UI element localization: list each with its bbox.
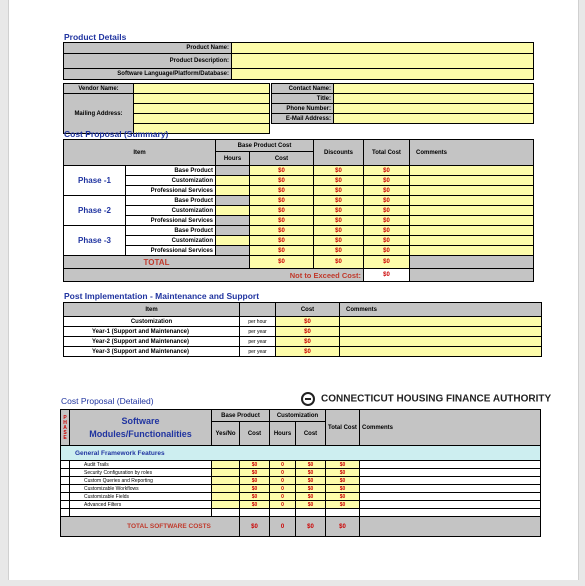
detailed-col-custom: Customization bbox=[270, 410, 326, 422]
detailed-custom-cost[interactable]: $0 bbox=[296, 477, 326, 485]
summary-comment-cell[interactable] bbox=[410, 176, 534, 186]
phone-field[interactable] bbox=[334, 104, 534, 114]
total-software-custom: $0 bbox=[296, 517, 326, 537]
summary-total-cell: $0 bbox=[364, 166, 410, 176]
summary-hours-cell[interactable] bbox=[216, 186, 250, 196]
summary-col-comments: Comments bbox=[410, 140, 534, 166]
detailed-row-item: Customizable Workflows bbox=[70, 485, 212, 493]
detailed-hours[interactable]: 0 bbox=[270, 493, 296, 501]
detailed-comment[interactable] bbox=[360, 477, 541, 485]
post-table bbox=[63, 302, 542, 357]
post-row-cost[interactable]: $0 bbox=[276, 327, 340, 337]
summary-title: Cost Proposal (Summary) bbox=[64, 129, 169, 139]
summary-cost-cell[interactable]: $0 bbox=[250, 226, 314, 236]
summary-total-cell: $0 bbox=[364, 216, 410, 226]
title-label: Title: bbox=[272, 94, 334, 104]
nte-blank bbox=[410, 269, 534, 282]
platform-field[interactable] bbox=[232, 69, 534, 80]
summary-total-blank bbox=[410, 256, 534, 269]
summary-cost-cell[interactable]: $0 bbox=[250, 196, 314, 206]
detailed-total: $0 bbox=[326, 485, 360, 493]
detailed-base-cost[interactable]: $0 bbox=[240, 493, 270, 501]
summary-comment-cell[interactable] bbox=[410, 236, 534, 246]
detailed-hours[interactable]: 0 bbox=[270, 469, 296, 477]
summary-total-cost: $0 bbox=[250, 256, 314, 269]
summary-row-item: Base Product bbox=[126, 196, 216, 206]
post-row-cost[interactable]: $0 bbox=[276, 317, 340, 327]
total-software-total: $0 bbox=[326, 517, 360, 537]
summary-total-cell: $0 bbox=[364, 206, 410, 216]
detailed-total: $0 bbox=[326, 493, 360, 501]
phase-2-label: Phase -2 bbox=[64, 196, 126, 226]
summary-total-disc: $0 bbox=[314, 256, 364, 269]
summary-col-hours: Hours bbox=[216, 152, 250, 166]
detailed-base-cost[interactable]: $0 bbox=[240, 501, 270, 509]
post-title: Post Implementation - Maintenance and Support bbox=[64, 291, 260, 301]
detailed-custom-cost[interactable] bbox=[296, 509, 326, 517]
summary-row-item: Professional Services bbox=[126, 216, 216, 226]
detailed-yesno-cell[interactable] bbox=[212, 501, 240, 509]
product-desc-label: Product Description: bbox=[64, 54, 232, 69]
summary-hours-cell[interactable] bbox=[216, 176, 250, 186]
total-software-base: $0 bbox=[240, 517, 270, 537]
summary-comment-cell[interactable] bbox=[410, 206, 534, 216]
detailed-total: $0 bbox=[326, 501, 360, 509]
detailed-row-item: Security Configuration by roles bbox=[70, 469, 212, 477]
detailed-col-comments: Comments bbox=[360, 410, 541, 446]
contact-name-label: Contact Name: bbox=[272, 84, 334, 94]
summary-row-item: Professional Services bbox=[126, 246, 216, 256]
summary-comment-cell[interactable] bbox=[410, 186, 534, 196]
detailed-yesno-cell[interactable] bbox=[212, 485, 240, 493]
post-row-unit: per hour bbox=[240, 317, 276, 327]
post-row-unit: per year bbox=[240, 327, 276, 337]
vendor-table bbox=[63, 83, 270, 134]
post-row-cost[interactable]: $0 bbox=[276, 337, 340, 347]
detailed-base-cost[interactable]: $0 bbox=[240, 485, 270, 493]
cfha-logo bbox=[301, 392, 551, 406]
detailed-comment[interactable] bbox=[360, 493, 541, 501]
phase-vertical-label: PHASE bbox=[61, 410, 70, 446]
detailed-custom-cost[interactable]: $0 bbox=[296, 469, 326, 477]
post-row-comment[interactable] bbox=[340, 327, 542, 337]
product-desc-field[interactable] bbox=[232, 54, 534, 69]
summary-table bbox=[63, 139, 534, 282]
cfha-logo-icon bbox=[301, 392, 315, 406]
detailed-table bbox=[60, 409, 541, 537]
detailed-hours[interactable]: 0 bbox=[270, 485, 296, 493]
detailed-comment[interactable] bbox=[360, 461, 541, 469]
detailed-total: $0 bbox=[326, 469, 360, 477]
summary-disc-cell[interactable]: $0 bbox=[314, 216, 364, 226]
detailed-phase-cell bbox=[61, 485, 70, 493]
post-row-item: Year-1 (Support and Maintenance) bbox=[64, 327, 240, 337]
summary-row-item: Base Product bbox=[126, 226, 216, 236]
summary-row-item: Customization bbox=[126, 236, 216, 246]
detailed-row-item: Custom Queries and Reporting bbox=[70, 477, 212, 485]
detailed-col-hours: Hours bbox=[270, 422, 296, 446]
email-field[interactable] bbox=[334, 114, 534, 124]
detailed-col-cost: Cost bbox=[240, 422, 270, 446]
detailed-row-item-empty bbox=[70, 509, 212, 517]
summary-hours-cell bbox=[216, 226, 250, 236]
summary-cost-cell[interactable]: $0 bbox=[250, 216, 314, 226]
detailed-row-item: Customizable Fields bbox=[70, 493, 212, 501]
detailed-custom-cost[interactable]: $0 bbox=[296, 461, 326, 469]
summary-disc-cell[interactable]: $0 bbox=[314, 246, 364, 256]
general-framework-header: General Framework Features bbox=[61, 446, 541, 461]
phase-1-label: Phase -1 bbox=[64, 166, 126, 196]
summary-row-item: Base Product bbox=[126, 166, 216, 176]
product-name-field[interactable] bbox=[232, 43, 534, 54]
post-col-comments: Comments bbox=[340, 303, 542, 317]
summary-total-cell: $0 bbox=[364, 186, 410, 196]
post-row-item: Customization bbox=[64, 317, 240, 327]
vendor-name-label: Vendor Name: bbox=[64, 84, 134, 94]
phase-3-label: Phase -3 bbox=[64, 226, 126, 256]
document-page bbox=[8, 0, 579, 580]
summary-cost-cell[interactable]: $0 bbox=[250, 176, 314, 186]
summary-col-total: Total Cost bbox=[364, 140, 410, 166]
detailed-phase-cell bbox=[61, 509, 70, 517]
detailed-phase-cell bbox=[61, 469, 70, 477]
detailed-phase-cell bbox=[61, 501, 70, 509]
summary-total-cell: $0 bbox=[364, 236, 410, 246]
detailed-yesno-cell[interactable] bbox=[212, 469, 240, 477]
phone-label: Phone Number: bbox=[272, 104, 334, 114]
summary-row-item: Professional Services bbox=[126, 186, 216, 196]
summary-disc-cell[interactable]: $0 bbox=[314, 226, 364, 236]
summary-total-cell: $0 bbox=[364, 246, 410, 256]
summary-disc-cell[interactable]: $0 bbox=[314, 196, 364, 206]
summary-row-item: Customization bbox=[126, 206, 216, 216]
detailed-row-item: Advanced Filters bbox=[70, 501, 212, 509]
summary-total-cell: $0 bbox=[364, 226, 410, 236]
total-software-blank bbox=[360, 517, 541, 537]
detailed-phase-cell bbox=[61, 461, 70, 469]
summary-cost-cell[interactable]: $0 bbox=[250, 206, 314, 216]
summary-col-base: Base Product Cost bbox=[216, 140, 314, 152]
summary-disc-cell[interactable]: $0 bbox=[314, 176, 364, 186]
nte-value: $0 bbox=[364, 269, 410, 282]
detailed-col-base: Base Product bbox=[212, 410, 270, 422]
detailed-comment[interactable] bbox=[360, 501, 541, 509]
detailed-base-cost[interactable]: $0 bbox=[240, 477, 270, 485]
summary-hours-cell bbox=[216, 216, 250, 226]
detailed-title: Cost Proposal (Detailed) bbox=[61, 396, 154, 406]
detailed-total: $0 bbox=[326, 477, 360, 485]
nte-label: Not to Exceed Cost: bbox=[64, 269, 364, 282]
vendor-name-field[interactable] bbox=[134, 84, 270, 94]
summary-cost-cell[interactable]: $0 bbox=[250, 246, 314, 256]
detailed-yesno-cell[interactable] bbox=[212, 461, 240, 469]
modules-label: Software Modules/Functionalities bbox=[70, 410, 212, 446]
detailed-phase-cell bbox=[61, 493, 70, 501]
contact-name-field[interactable] bbox=[334, 84, 534, 94]
detailed-base-cost[interactable]: $0 bbox=[240, 461, 270, 469]
post-row-item: Year-2 (Support and Maintenance) bbox=[64, 337, 240, 347]
summary-total-total: $0 bbox=[364, 256, 410, 269]
mailing-address-label: Mailing Address: bbox=[64, 94, 134, 134]
detailed-phase-cell bbox=[61, 477, 70, 485]
summary-hours-cell bbox=[216, 166, 250, 176]
total-software-hours: 0 bbox=[270, 517, 296, 537]
detailed-base-cost[interactable] bbox=[240, 509, 270, 517]
detailed-comment[interactable] bbox=[360, 509, 541, 517]
detailed-custom-cost[interactable]: $0 bbox=[296, 501, 326, 509]
summary-row-item: Customization bbox=[126, 176, 216, 186]
post-row-item: Year-3 (Support and Maintenance) bbox=[64, 347, 240, 357]
detailed-col-total: Total Cost bbox=[326, 410, 360, 446]
summary-disc-cell[interactable]: $0 bbox=[314, 186, 364, 196]
detailed-col-yesno: Yes/No bbox=[212, 422, 240, 446]
summary-cost-cell[interactable]: $0 bbox=[250, 166, 314, 176]
summary-col-cost: Cost bbox=[250, 152, 314, 166]
summary-comment-cell[interactable] bbox=[410, 226, 534, 236]
post-col-unit bbox=[240, 303, 276, 317]
summary-disc-cell[interactable]: $0 bbox=[314, 166, 364, 176]
summary-hours-cell[interactable] bbox=[216, 206, 250, 216]
detailed-custom-cost[interactable]: $0 bbox=[296, 485, 326, 493]
detailed-yesno-cell[interactable] bbox=[212, 493, 240, 501]
summary-cost-cell[interactable]: $0 bbox=[250, 186, 314, 196]
detailed-yesno-cell[interactable] bbox=[212, 509, 240, 517]
detailed-total bbox=[326, 509, 360, 517]
post-row-unit: per year bbox=[240, 347, 276, 357]
total-software-label: TOTAL SOFTWARE COSTS bbox=[61, 517, 240, 537]
summary-total-cell: $0 bbox=[364, 176, 410, 186]
summary-disc-cell[interactable]: $0 bbox=[314, 206, 364, 216]
detailed-hours[interactable]: 0 bbox=[270, 461, 296, 469]
summary-hours-cell[interactable] bbox=[216, 236, 250, 246]
post-col-item: Item bbox=[64, 303, 240, 317]
summary-comment-cell[interactable] bbox=[410, 166, 534, 176]
summary-comment-cell[interactable] bbox=[410, 196, 534, 206]
detailed-row-item: Audit Trails bbox=[70, 461, 212, 469]
cfha-org-name: CONNECTICUT HOUSING FINANCE AUTHORITY bbox=[321, 393, 552, 405]
title-field[interactable] bbox=[334, 94, 534, 104]
mailing-address-line-3[interactable] bbox=[134, 114, 270, 124]
contact-table bbox=[271, 83, 534, 124]
email-label: E-Mail Address: bbox=[272, 114, 334, 124]
product-name-label: Product Name: bbox=[64, 43, 232, 54]
detailed-custom-cost[interactable]: $0 bbox=[296, 493, 326, 501]
detailed-hours[interactable]: 0 bbox=[270, 501, 296, 509]
summary-cost-cell[interactable]: $0 bbox=[250, 236, 314, 246]
detailed-comment[interactable] bbox=[360, 469, 541, 477]
mailing-address-line-1[interactable] bbox=[134, 94, 270, 104]
summary-hours-cell bbox=[216, 246, 250, 256]
post-row-cost[interactable]: $0 bbox=[276, 347, 340, 357]
summary-disc-cell[interactable]: $0 bbox=[314, 236, 364, 246]
summary-col-item: Item bbox=[64, 140, 216, 166]
platform-label: Software Language/Platform/Database: bbox=[64, 69, 232, 80]
detailed-total: $0 bbox=[326, 461, 360, 469]
summary-col-discounts: Discounts bbox=[314, 140, 364, 166]
detailed-comment[interactable] bbox=[360, 485, 541, 493]
post-row-comment[interactable] bbox=[340, 337, 542, 347]
detailed-yesno-cell[interactable] bbox=[212, 477, 240, 485]
mailing-address-line-2[interactable] bbox=[134, 104, 270, 114]
post-row-unit: per year bbox=[240, 337, 276, 347]
post-col-cost: Cost bbox=[276, 303, 340, 317]
post-row-comment[interactable] bbox=[340, 317, 542, 327]
summary-hours-cell bbox=[216, 196, 250, 206]
summary-total-cell: $0 bbox=[364, 196, 410, 206]
product-details-title: Product Details bbox=[64, 32, 127, 42]
summary-comment-cell[interactable] bbox=[410, 216, 534, 226]
post-row-comment[interactable] bbox=[340, 347, 542, 357]
detailed-hours[interactable]: 0 bbox=[270, 477, 296, 485]
detailed-hours[interactable] bbox=[270, 509, 296, 517]
product-details-table bbox=[63, 42, 534, 80]
detailed-base-cost[interactable]: $0 bbox=[240, 469, 270, 477]
summary-total-label: TOTAL bbox=[64, 256, 250, 269]
detailed-col-cost2: Cost bbox=[296, 422, 326, 446]
summary-comment-cell[interactable] bbox=[410, 246, 534, 256]
